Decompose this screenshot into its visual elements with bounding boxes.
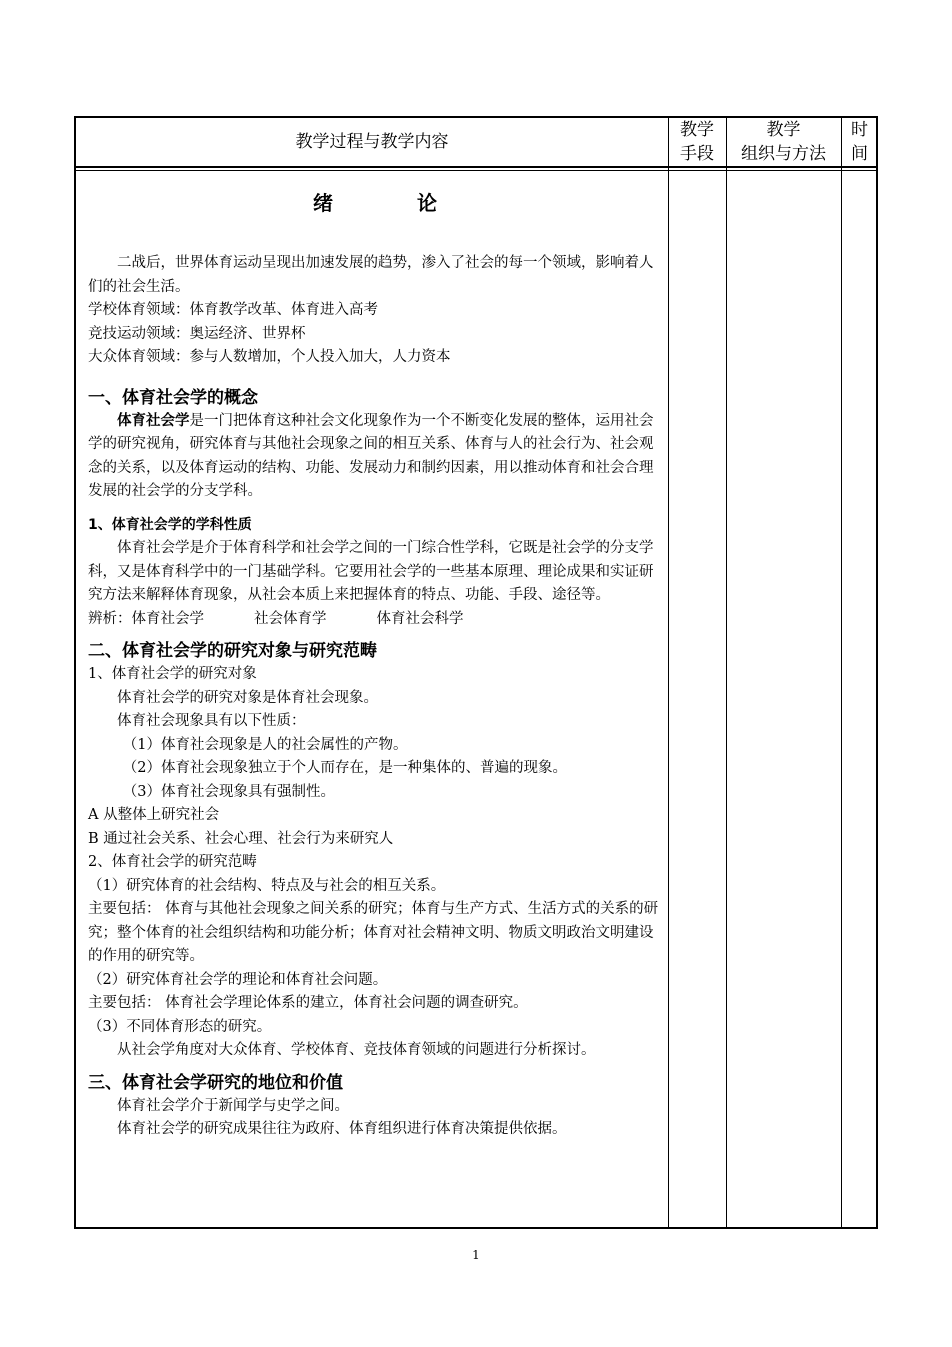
content-line: （3）体育社会现象具有强制性。	[122, 783, 336, 800]
intro-line: 大众体育领域：参与人数增加，个人投入加大，人力资本	[88, 349, 451, 365]
lesson-content	[88, 170, 664, 1142]
header-method-line2: 组织与方法	[741, 144, 826, 164]
header-content	[76, 118, 668, 166]
lesson-table	[74, 116, 878, 1229]
header-divider	[76, 166, 876, 168]
header-means-line2: 手段	[680, 144, 714, 164]
section-heading: 二、体育社会学的研究对象与研究范畴	[88, 641, 377, 661]
content-line: 1、体育社会学的研究对象	[88, 666, 257, 682]
header-time	[841, 118, 878, 166]
content-line: B 通过社会关系、社会心理、社会行为来研究人	[88, 830, 394, 847]
column-divider	[726, 118, 727, 1227]
content-line: 体育社会学介于新闻学与史学之间。	[117, 1097, 349, 1114]
intro-line: 学校体育领域：体育教学改革、体育进入高考	[88, 302, 378, 318]
lesson-title	[88, 192, 664, 226]
content-line: （3）不同体育形态的研究。	[88, 1018, 272, 1035]
header-means-line1: 教学	[680, 120, 714, 140]
definition-text: 是一门把体育这种社会文化现象作为一个不断变化发展的整体，运用社会学的研究视角，研究体育与其他社会现象之间的相互关系、体育与人的社会行为、社会观念的关系，以及体育运动的结构、功能、发展动力和制约因素，用以推动体育和社会合理发展的社会学的分支学科。	[88, 412, 654, 499]
content-line: 体育社会现象具有以下性质：	[117, 713, 306, 729]
content-line: 主要包括： 体育与其他社会现象之间关系的研究；体育与生产方式、生活方式的关系的研究；整个体育的社会组织结构和功能分析；体育对社会精神文明、物质文明政治文明建设的作用的研究等。	[88, 901, 659, 964]
header-method-line1: 教学	[766, 120, 801, 140]
column-divider	[841, 118, 842, 1227]
header-method	[726, 118, 841, 166]
distinction-label: 辨析：体育社会学	[88, 610, 204, 627]
column-divider	[668, 118, 669, 1227]
content-line: （1）研究体育的社会结构、特点及与社会的相互关系。	[88, 877, 446, 894]
subsection-text: 体育社会学是介于体育科学和社会学之间的一门综合性学科，它既是社会学的分支学科，又是体育科学中的一门基础学科。它要用社会学的一些基本原理、理论成果和实证研究方法来解释体育现象，从社会本质上来把握体育的特点、功能、手段、途径等。	[88, 540, 654, 603]
distinction-term: 体育社会科学	[376, 610, 464, 627]
content-line: （2）体育社会现象独立于个人而存在，是一种集体的、普遍的现象。	[122, 760, 568, 776]
content-line: 从社会学角度对大众体育、学校体育、竞技体育领域的问题进行分析探讨。	[117, 1042, 596, 1058]
header-time-line2: 间	[851, 144, 868, 164]
intro-line: 竞技运动领域：奥运经济、世界杯	[88, 325, 306, 342]
definition-term: 体育社会学	[117, 412, 190, 429]
header-means	[668, 118, 726, 166]
content-line: 2、体育社会学的研究范畴	[88, 854, 257, 870]
content-line: 体育社会学的研究成果往往为政府、体育组织进行体育决策提供依据。	[117, 1121, 567, 1137]
intro-paragraph: 二战后，世界体育运动呈现出加速发展的趋势，渗入了社会的每一个领域，影响着人们的社会生活。	[88, 255, 654, 295]
definition-paragraph	[88, 410, 664, 504]
subsection-heading: 1、体育社会学的学科性质	[88, 516, 252, 533]
content-line: A 从整体上研究社会	[88, 807, 220, 823]
distinction-term: 社会体育学	[254, 610, 327, 627]
page-number: 1	[472, 1248, 480, 1262]
section-heading: 三、体育社会学研究的地位和价值	[88, 1072, 343, 1093]
content-line: （2）研究体育社会学的理论和体育社会问题。	[88, 971, 388, 988]
content-line: （1）体育社会现象是人的社会属性的产物。	[122, 736, 408, 753]
section-heading: 一、体育社会学的概念	[88, 387, 258, 408]
title-char-1: 绪	[313, 191, 336, 215]
title-char-2: 论	[416, 191, 439, 215]
content-line: 体育社会学的研究对象是体育社会现象。	[117, 689, 378, 706]
header-time-line1: 时	[851, 120, 868, 140]
content-line: 主要包括： 体育社会学理论体系的建立，体育社会问题的调查研究。	[88, 995, 528, 1011]
distinction-line	[88, 608, 664, 632]
header-content-label: 教学过程与教学内容	[295, 132, 449, 152]
